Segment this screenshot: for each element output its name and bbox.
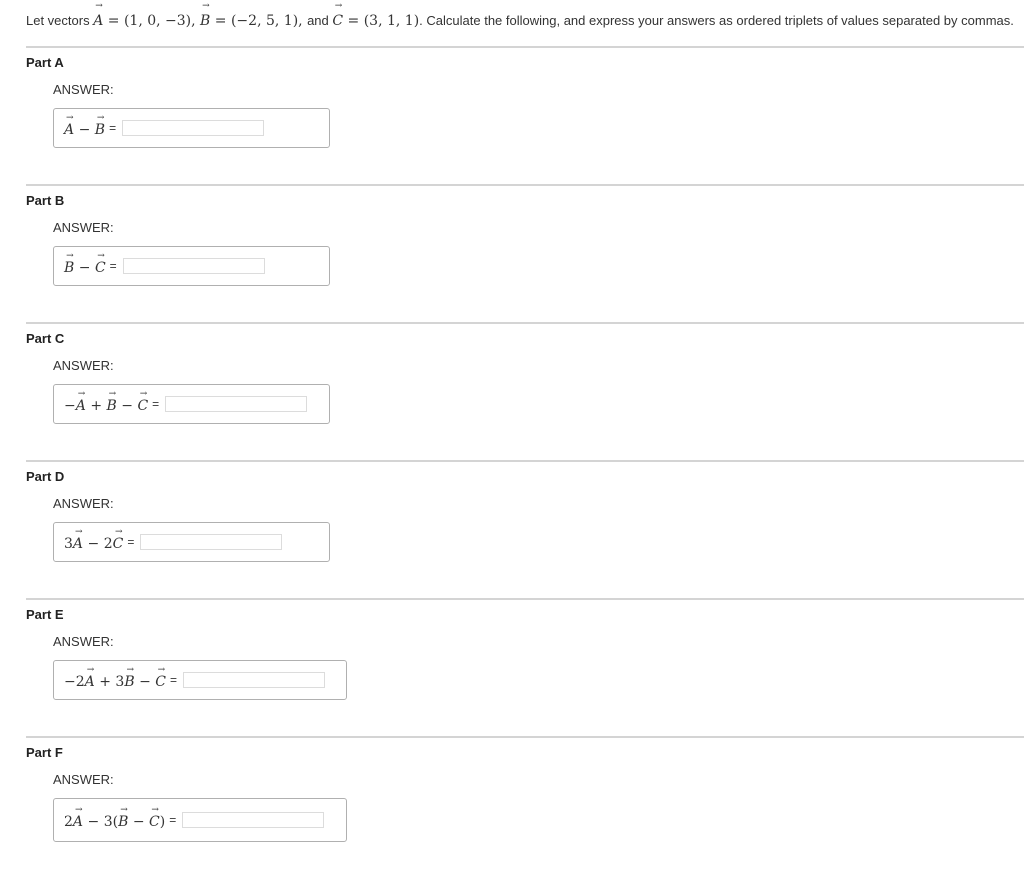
part-d-answer-box: [53, 522, 330, 562]
equals-sign: =: [169, 813, 177, 827]
equals-sign: =: [109, 259, 117, 273]
part-f-expression: [64, 810, 165, 830]
expr-symbol: → A: [76, 398, 86, 414]
answer-label: ANSWER:: [53, 82, 114, 97]
part-d-answer-input[interactable]: [140, 534, 282, 550]
part-a-title: Part A: [26, 55, 64, 70]
part-b-title: Part B: [26, 193, 65, 208]
part-divider: [26, 736, 1024, 738]
part-c-section: [0, 322, 1024, 460]
expr-operator: −: [87, 814, 100, 830]
part-f-section: [0, 736, 1024, 874]
part-c-answer-input[interactable]: [165, 396, 307, 412]
part-divider: [26, 184, 1024, 186]
equals-sign: =: [109, 121, 117, 135]
expr-symbol: → C: [137, 398, 148, 414]
equals-sign: =: [152, 397, 160, 411]
expr-operator: −: [132, 814, 145, 830]
part-f-answer-box: [53, 798, 347, 842]
vector-a-value: = (1, 0, −3),: [103, 13, 201, 29]
part-e-expression: [64, 670, 166, 690]
expr-operator: −: [78, 122, 91, 138]
part-f-answer-input[interactable]: [182, 812, 324, 828]
expr-operator: +: [90, 398, 103, 414]
part-e-section: [0, 598, 1024, 736]
vector-a-symbol: → A: [93, 10, 103, 32]
expr-operator: −: [64, 398, 76, 414]
expr-symbol: → B: [64, 260, 74, 276]
problem-statement: [26, 10, 1021, 32]
expr-coefficient: 2: [75, 674, 85, 690]
part-e-answer-input[interactable]: [183, 672, 325, 688]
intro-and: and: [307, 13, 333, 28]
part-b-section: [0, 184, 1024, 322]
part-c-title: Part C: [26, 331, 65, 346]
part-divider: [26, 46, 1024, 48]
part-b-answer-box: [53, 246, 330, 286]
part-a-expression: [64, 118, 105, 138]
answer-label: ANSWER:: [53, 358, 114, 373]
expr-symbol: → B: [124, 674, 134, 690]
expr-paren: ): [159, 814, 166, 830]
part-e-answer-box: [53, 660, 347, 700]
intro-tail: . Calculate the following, and express your answers as ordered triplets of values separated by commas.: [419, 13, 1014, 28]
expr-symbol: → C: [155, 674, 166, 690]
part-d-expression: [64, 532, 123, 552]
expr-operator: −: [78, 260, 91, 276]
vector-b-symbol: → B: [200, 10, 210, 32]
expr-operator: −: [64, 674, 76, 690]
part-b-answer-input[interactable]: [123, 258, 265, 274]
equals-sign: =: [127, 535, 135, 549]
equals-sign: =: [170, 673, 178, 687]
part-divider: [26, 322, 1024, 324]
expr-symbol: → C: [95, 260, 106, 276]
part-a-answer-box: [53, 108, 330, 148]
part-c-answer-box: [53, 384, 330, 424]
part-d-section: [0, 460, 1024, 598]
expr-coefficient: 3: [115, 674, 125, 690]
part-divider: [26, 598, 1024, 600]
expr-symbol: → A: [85, 674, 95, 690]
vector-b-value: = (−2, 5, 1),: [210, 13, 308, 29]
answer-label: ANSWER:: [53, 496, 114, 511]
expr-symbol: → A: [73, 814, 83, 830]
expr-coefficient: 3: [64, 536, 73, 552]
part-a-section: [0, 46, 1024, 184]
expr-coefficient: 2: [64, 814, 73, 830]
part-divider: [26, 460, 1024, 462]
expr-operator: −: [139, 674, 151, 690]
expr-operator: +: [99, 674, 111, 690]
part-a-answer-input[interactable]: [122, 120, 264, 136]
expr-symbol: → C: [113, 536, 124, 552]
vector-c-value: = (3, 1, 1): [343, 13, 420, 29]
answer-label: ANSWER:: [53, 634, 114, 649]
part-c-expression: [64, 394, 148, 414]
part-b-expression: [64, 256, 106, 276]
intro-lead: Let vectors: [26, 13, 94, 28]
expr-coefficient: 3: [103, 814, 113, 830]
expr-symbol: → A: [73, 536, 83, 552]
expr-symbol: → B: [107, 398, 117, 414]
part-e-title: Part E: [26, 607, 64, 622]
expr-symbol: → B: [118, 814, 128, 830]
answer-label: ANSWER:: [53, 772, 114, 787]
answer-label: ANSWER:: [53, 220, 114, 235]
vector-c-symbol: → C: [332, 10, 343, 32]
part-f-title: Part F: [26, 745, 63, 760]
expr-coefficient: 2: [103, 536, 113, 552]
expr-symbol: → B: [95, 122, 105, 138]
part-d-title: Part D: [26, 469, 65, 484]
expr-paren: (: [112, 814, 119, 830]
expr-operator: −: [87, 536, 100, 552]
expr-symbol: → A: [64, 122, 74, 138]
expr-symbol: → C: [149, 814, 160, 830]
expr-operator: −: [121, 398, 133, 414]
